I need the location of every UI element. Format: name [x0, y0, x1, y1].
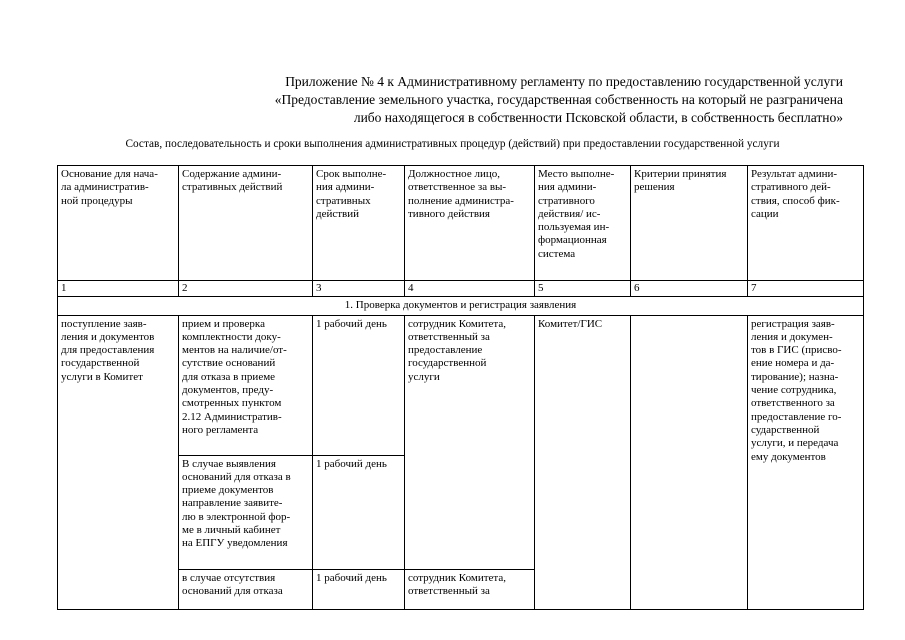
term-cell: 1 рабочий день — [313, 569, 405, 609]
section-title: 1. Проверка документов и регистрация заявления — [58, 297, 864, 315]
basis-cell: поступление заяв- ления и документов для предоставления государственной услуги в Комитет — [58, 315, 179, 609]
table-row — [58, 315, 864, 455]
term-cell: 1 рабочий день — [313, 315, 405, 455]
column-number: 3 — [313, 281, 405, 297]
column-number: 7 — [748, 281, 864, 297]
procedures-table — [57, 165, 864, 610]
result-cell: регистрация заяв- ления и докумен- тов в ГИС (присво- ение номера и да- тирование); назна- чение сотрудника, ответственного за предоставление го- сударственной услуги, и передача ему документов — [748, 315, 864, 609]
column-number: 5 — [535, 281, 631, 297]
document-header — [143, 73, 843, 127]
action-cell: прием и проверка комплектности доку- ментов на наличие/от- сутствие оснований для отказа в приеме документов, преду- смотренных пунктом 2.12 Административ- ного регламента — [179, 315, 313, 455]
place-cell: Комитет/ГИС — [535, 315, 631, 609]
section-row — [58, 297, 864, 315]
header-line-3: либо находящегося в собственности Псковской области, в собственность бесплатно» — [353, 110, 843, 125]
official-cell: сотрудник Комитета, ответственный за — [405, 569, 535, 609]
column-number: 4 — [405, 281, 535, 297]
column-number: 1 — [58, 281, 179, 297]
column-number: 2 — [179, 281, 313, 297]
action-cell: в случае отсутствия оснований для отказа — [179, 569, 313, 609]
criteria-cell — [631, 315, 748, 609]
column-header-result: Результат админи- стративного дей- ствия, способ фик- сации — [748, 166, 864, 281]
official-cell: сотрудник Комитета, ответственный за предоставление государственной услуги — [405, 315, 535, 569]
table-caption: Состав, последовательность и сроки выполнения административных процедур (действий) при предоставлении государственной услуги — [125, 138, 780, 150]
column-numbers-row — [58, 281, 864, 297]
header-line-2: «Предоставление земельного участка, государственная собственность на который не разграничена — [274, 92, 843, 107]
term-cell: 1 рабочий день — [313, 455, 405, 569]
header-line-1: Приложение № 4 к Административному регламенту по предоставлению государственной услуги — [285, 74, 843, 89]
column-header-official: Должностное лицо, ответственное за вы- полнение администра- тивного действия — [405, 166, 535, 281]
action-cell: В случае выявления оснований для отказа в приеме документов направление заявите- лю в электронной фор- ме в личный кабинет на ЕПГУ уведомления — [179, 455, 313, 569]
column-header-criteria: Критерии принятия решения — [631, 166, 748, 281]
column-header-place: Место выполне- ния админи- стративного действия/ ис- пользуемая ин- формационная система — [535, 166, 631, 281]
column-header-action: Содержание админи- стративных действий — [179, 166, 313, 281]
column-number: 6 — [631, 281, 748, 297]
column-header-term: Срок выполне- ния админи- стративных действий — [313, 166, 405, 281]
column-header-basis: Основание для нача- ла административ- ной процедуры — [58, 166, 179, 281]
table-header-row — [58, 166, 864, 281]
